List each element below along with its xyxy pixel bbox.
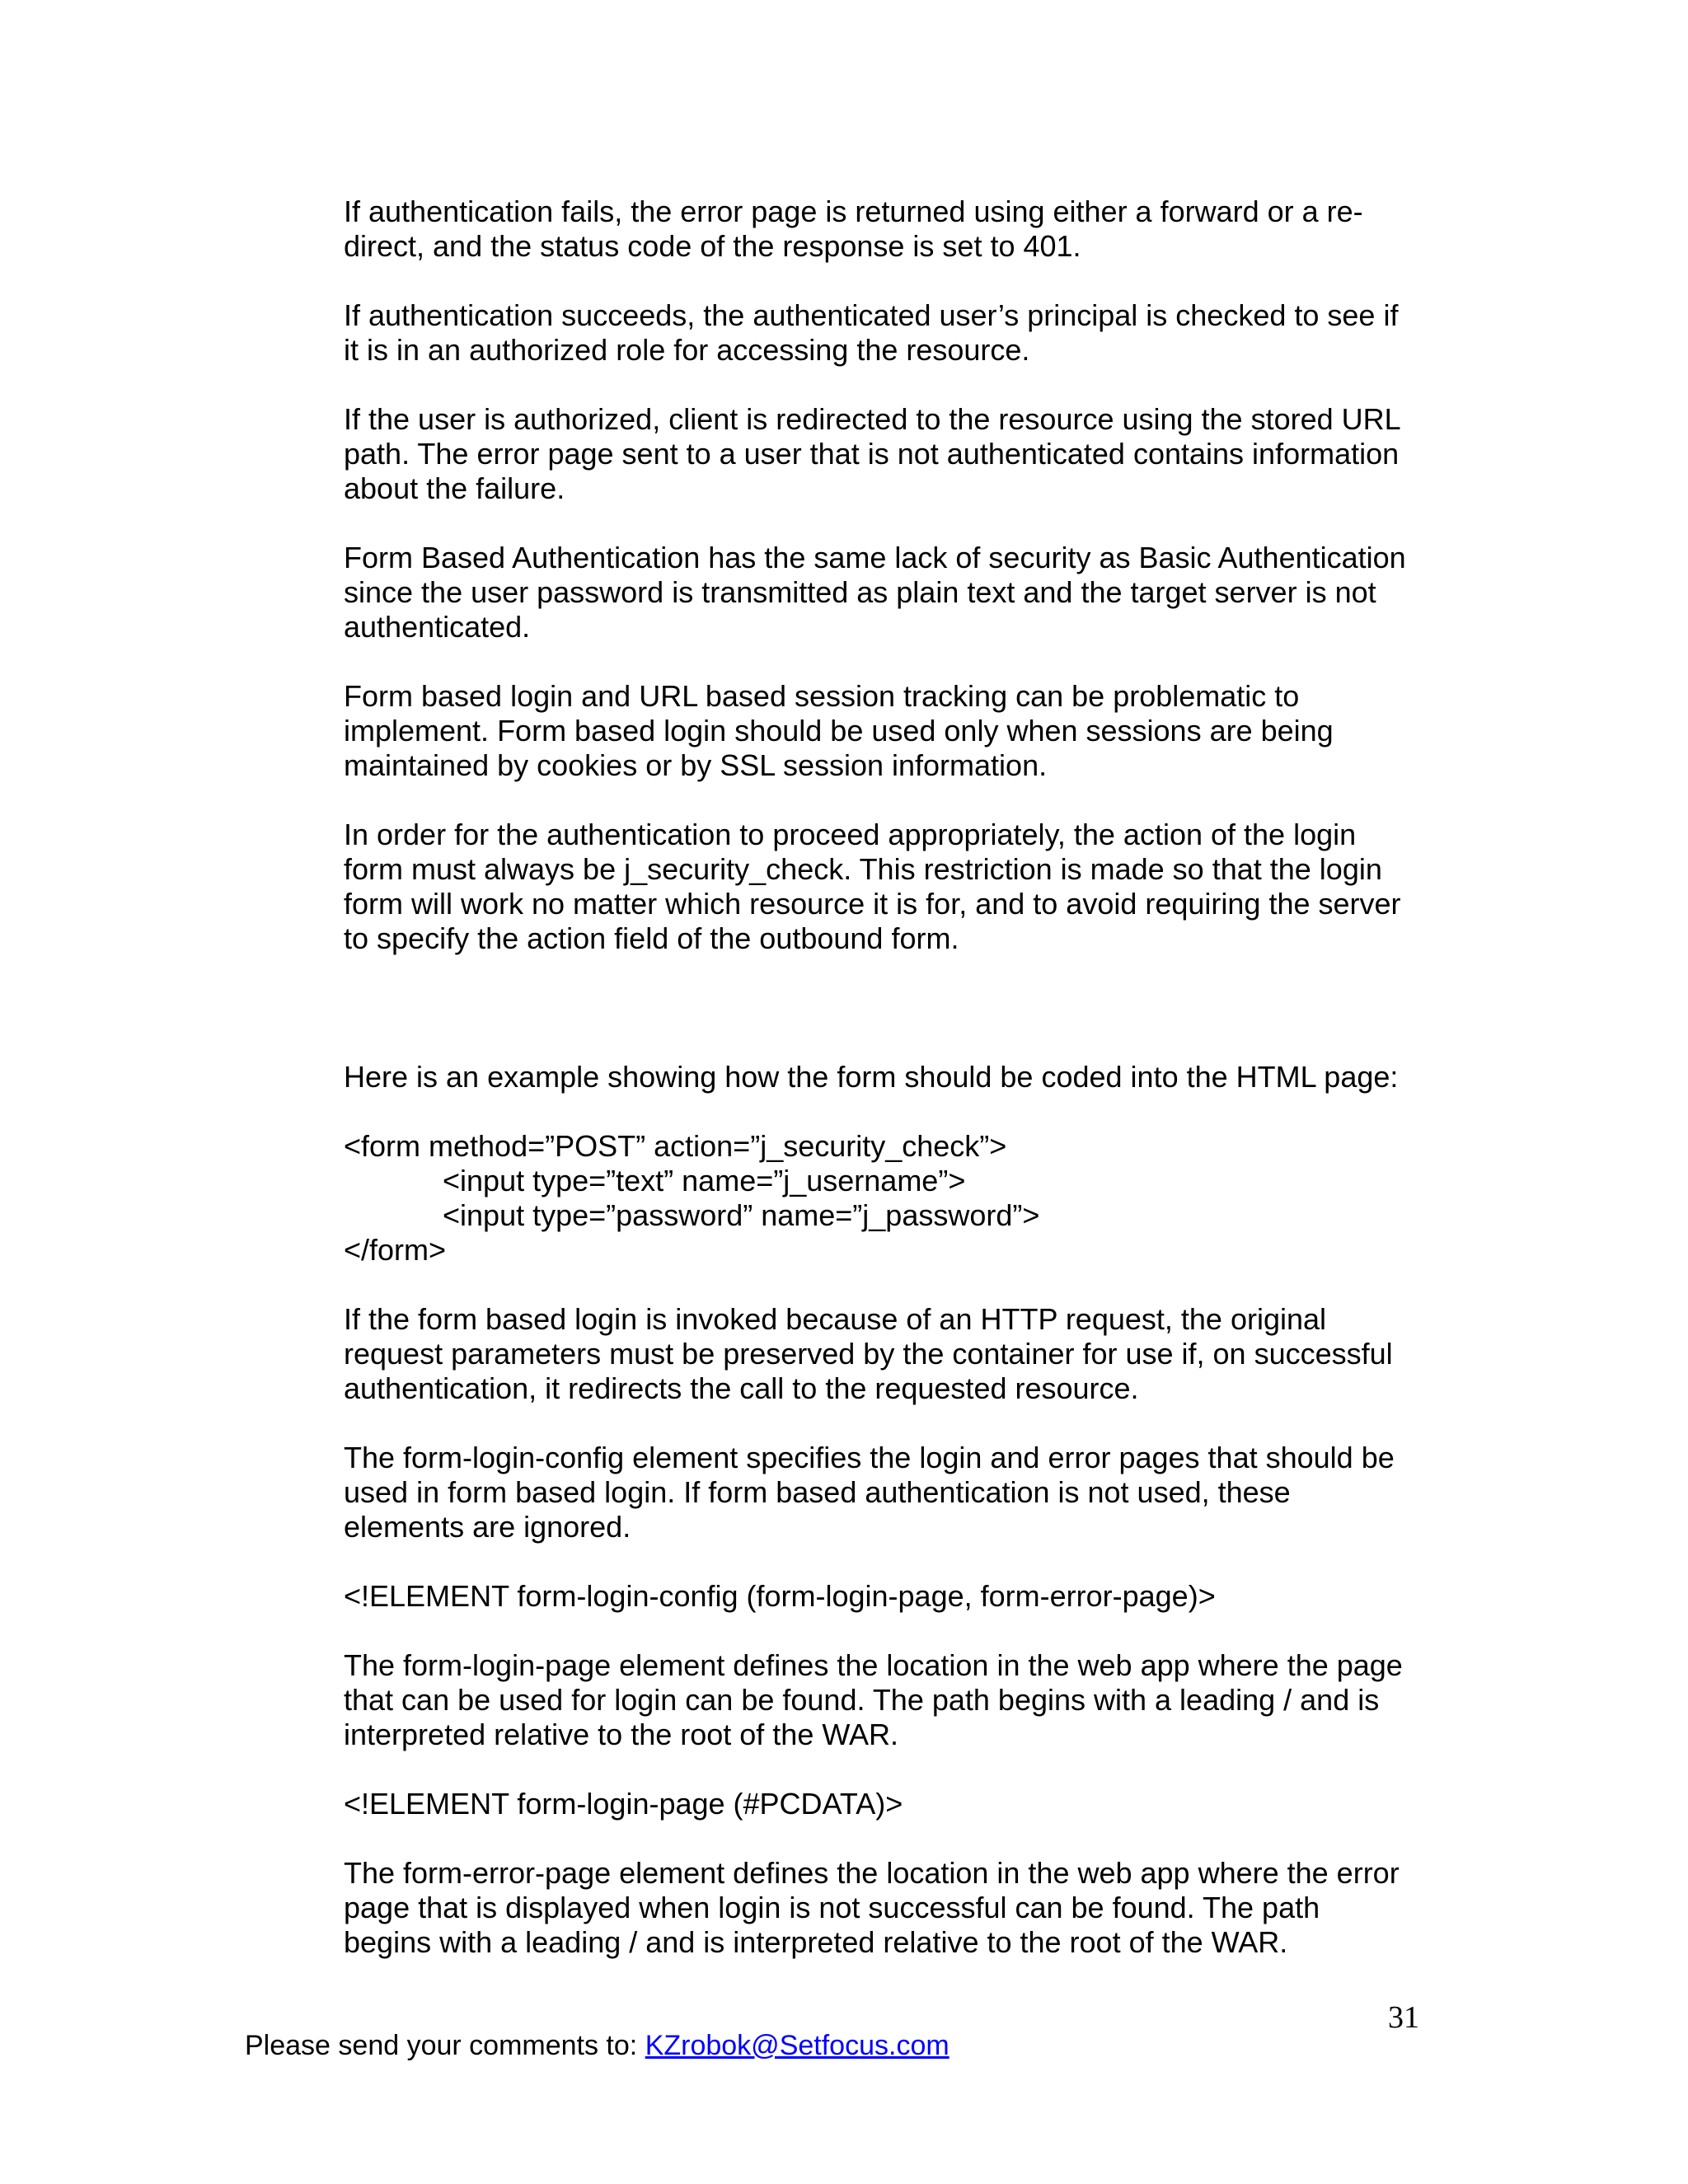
code-line-form-close: </form> [344, 1233, 447, 1267]
email-link[interactable]: KZrobok@Setfocus.com [645, 2030, 950, 2061]
document-body [344, 194, 1432, 1994]
paragraph-form-login-page: The form-login-page element defines the location in the web app where the page that can be used for login can be found. The path begins with a leading / and is interpreted relative to the root of the WAR. [344, 1648, 1403, 1751]
footer [245, 2029, 950, 2062]
paragraph-http-request: If the form based login is invoked because of an HTTP request, the original request parameters must be preserved by the container for use if, on successful authentication, it redirects the call to the requested resource. [344, 1302, 1393, 1405]
code-example [344, 1129, 1432, 1268]
footer-text: Please send your comments to: [245, 2030, 645, 2061]
paragraph-example-intro: Here is an example showing how the form should be coded into the HTML page: [344, 1060, 1399, 1094]
code-line-password-input: <input type=”password” name=”j_password”> [443, 1198, 1040, 1232]
element-declaration-form-login-config: <!ELEMENT form-login-config (form-login-page, form-error-page)> [344, 1579, 1216, 1613]
page-number: 31 [1388, 2000, 1419, 2035]
paragraph-form-error-page: The form-error-page element defines the location in the web app where the error page that is displayed when login is not successful can be found. The path begins with a leading / and is interpreted relative to the root of the WAR. [344, 1856, 1400, 1959]
paragraph-security-check-action: In order for the authentication to proceed appropriately, the action of the login form must always be j_security_check. This restriction is made so that the login form will work no matter which resource it is for, and to avoid requiring the server to specify the action field of the outbound form. [344, 818, 1401, 955]
paragraph-session-tracking: Form based login and URL based session tracking can be problematic to implement. Form based login should be used only when sessions are being maintained by cookies or by SSL session information. [344, 679, 1334, 782]
code-line-form-open: <form method=”POST” action=”j_security_check”> [344, 1129, 1007, 1163]
paragraph-auth-succeeds: If authentication succeeds, the authenticated user’s principal is checked to see if it is in an authorized role for accessing the resource. [344, 298, 1399, 367]
code-line-username-input: <input type=”text” name=”j_username”> [443, 1164, 966, 1197]
paragraph-lack-of-security: Form Based Authentication has the same lack of security as Basic Authentication since the user password is transmitted as plain text and the target server is not authenticated. [344, 541, 1406, 644]
paragraph-form-login-config: The form-login-config element specifies the login and error pages that should be used in form based login. If form based authentication is not used, these elements are ignored. [344, 1441, 1395, 1544]
element-declaration-form-login-page: <!ELEMENT form-login-page (#PCDATA)> [344, 1787, 903, 1821]
paragraph-user-authorized: If the user is authorized, client is redirected to the resource using the stored URL path. The error page sent to a user that is not authenticated contains information about the failure. [344, 402, 1401, 505]
paragraph-auth-fails: If authentication fails, the error page is returned using either a forward or a re- direct, and the status code of the response is set to 401. [344, 194, 1363, 263]
